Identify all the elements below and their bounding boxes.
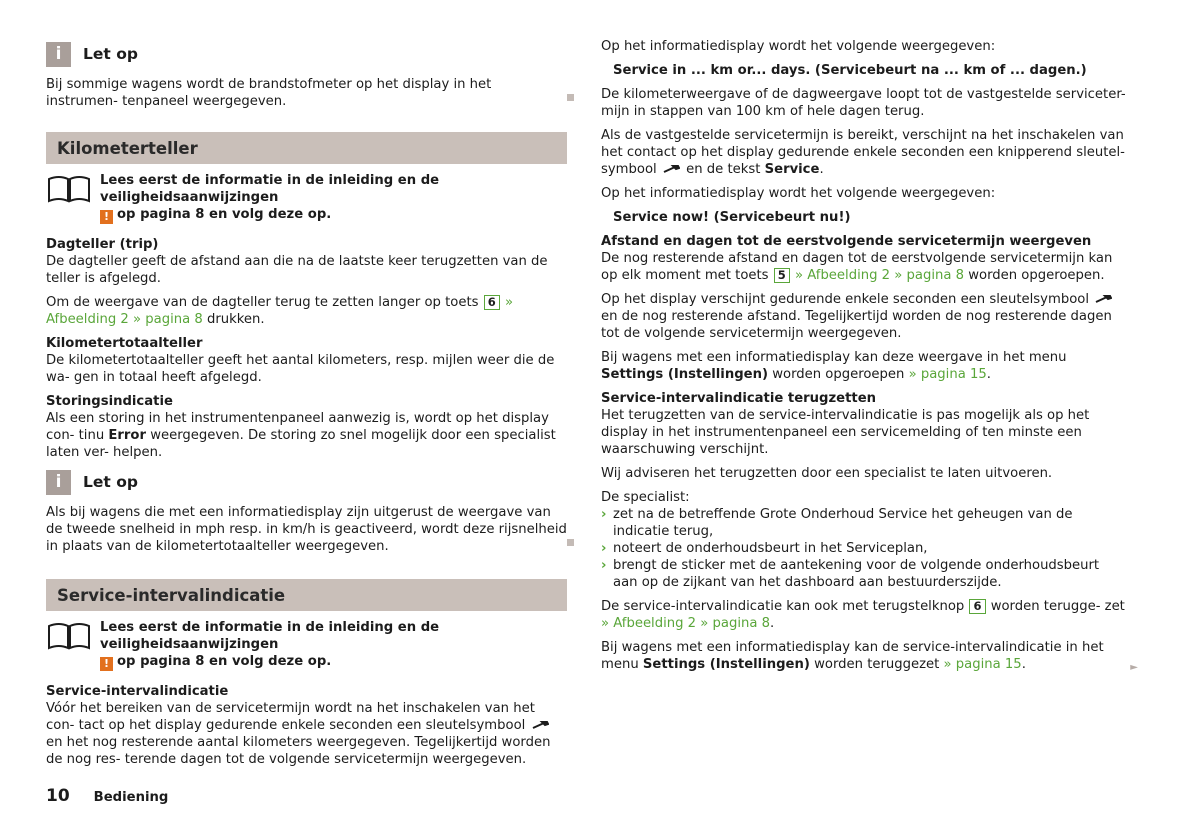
display-message-service-in: Service in ... km or... days. (Servicebeurt na ... km of ... dagen.) <box>613 63 1087 78</box>
subheading-distance: Afstand en dagen tot de eerstvolgende servicetermijn weergeven <box>601 234 1092 249</box>
subheading-trip: Dagteller (trip) <box>46 237 159 252</box>
subheading-reset: Service-intervalindicatie terugzetten <box>601 391 877 406</box>
countdown-text: De kilometerweergave of de dagweergave loopt tot de vastgestelde serviceter- mijn in stappen van 100 km of hele dagen terug. <box>601 87 1126 119</box>
wrench-icon <box>663 165 680 173</box>
safety-reference-2 <box>46 619 567 671</box>
total-text: De kilometertotaalteller geeft het aantal kilometers, resp. mijlen weer die de wa- gen in totaal heeft afgelegd. <box>46 353 555 385</box>
menu-reset-text: Bij wagens met een informatiedisplay kan de service-intervalindicatie in het menu Settings (Instellingen) worden teruggezet » pagina 15. ► <box>601 639 1126 673</box>
display-intro: Op het informatiedisplay wordt het volgende weergegeven: <box>601 39 996 54</box>
safety-text-2: op pagina 8 en volg deze op. <box>117 654 332 669</box>
specialist-list <box>601 506 1126 591</box>
safety-text-2: op pagina 8 en volg deze op. <box>117 207 332 222</box>
chapter-name: Bediening <box>93 790 169 805</box>
wrench-icon <box>532 721 549 729</box>
right-column <box>601 38 1138 680</box>
trip-reset-text: Om de weergave van de dagteller terug te zetten langer op toets 6 » Afbeelding 2 » pagina 8 drukken. <box>46 295 514 327</box>
safety-text: Lees eerst de informatie in de inleiding en de veiligheidsaanwijzingen <box>100 620 440 652</box>
subheading-service: Service-intervalindicatie <box>46 684 229 699</box>
page-number: 10 <box>46 786 70 806</box>
advice-text: Wij adviseren het terugzetten door een specialist te laten uitvoeren. <box>601 466 1053 481</box>
display-message-service-now: Service now! (Servicebeurt nu!) <box>613 210 851 225</box>
note-header <box>46 40 567 68</box>
figure-link[interactable]: » Afbeelding 2 » pagina 8 <box>601 616 771 631</box>
note-text: Bij sommige wagens wordt de brandstofmeter op het display in het instrumen- tenpaneel weergegeven. <box>46 76 567 110</box>
trip-text: De dagteller geeft de afstand aan die na de laatste keer terugzetten van de teller is afgelegd. <box>46 254 548 286</box>
note-text-2: Als bij wagens die met een informatiedisplay zijn uitgerust de weergave van de tweede snelheid in mph resp. in km/h is geactiveerd, wordt deze rijsnelheid in plaats van de kilometertotaalteller weergegeven. <box>46 504 567 555</box>
warning-icon: ! <box>100 657 113 671</box>
specialist-intro: De specialist: <box>601 490 690 505</box>
end-marker <box>567 539 574 546</box>
display-intro-2: Op het informatiedisplay wordt het volgende weergegeven: <box>601 186 996 201</box>
page-link[interactable]: » pagina 15 <box>908 367 987 382</box>
reset-text: Het terugzetten van de service-intervalindicatie is pas mogelijk als op het display in het instrumentenpaneel een servicemelding of ten minste een waarschuwing verschijnt. <box>601 408 1090 457</box>
section-title-service: Service-intervalindicatie <box>46 579 567 611</box>
page-footer <box>46 786 168 806</box>
page-link[interactable]: » pagina 15 <box>943 657 1022 672</box>
subheading-total: Kilometertotaalteller <box>46 336 203 351</box>
key-5: 5 <box>774 268 790 283</box>
figure-link[interactable]: » Afbeelding 2 » pagina 8 <box>794 268 965 283</box>
note-title: Let op <box>83 473 138 491</box>
subheading-fault: Storingsindicatie <box>46 394 173 409</box>
reset-button-text: De service-intervalindicatie kan ook met terugstelknop 6 worden terugge- zet » Afbeelding 2 » pagina 8. <box>601 599 1125 631</box>
list-item: › zet na de betreffende Grote Onderhoud Service het geheugen van de indicatie terug, <box>601 507 1073 539</box>
settings-text: Bij wagens met een informatiedisplay kan deze weergave in het menu Settings (Instellingen) worden opgeroepen » pagina 15. <box>601 350 1067 382</box>
note-header-2 <box>46 468 567 496</box>
service-text: Vóór het bereiken van de servicetermijn wordt na het inschakelen van het con- tact op het display gedurende enkele seconden een sleutelsymbool en het nog resterende aantal kilometers weergegeven. Tegelijkertijd worden de nog res- terende dagen tot de volgende servicetermijn weergegeven. <box>46 701 551 767</box>
fault-text: Als een storing in het instrumentenpaneel aanwezig is, wordt op het display con- tinu Error weergegeven. De storing zo snel mogelijk door een specialist laten ver- helpen. <box>46 411 556 460</box>
book-icon <box>46 174 92 204</box>
section-title-kilometerteller: Kilometerteller <box>46 132 567 164</box>
reached-text: Als de vastgestelde servicetermijn is bereikt, verschijnt na het inschakelen van het contact op het display gedurende enkele seconden een knipperend sleutel- symbool en de tekst Service. <box>601 128 1125 177</box>
key-6: 6 <box>969 599 985 614</box>
info-icon: i <box>46 42 71 67</box>
list-item: › noteert de onderhoudsbeurt in het Serviceplan, <box>601 541 928 556</box>
safety-reference <box>46 172 567 224</box>
distance-text: De nog resterende afstand en dagen tot de eerstvolgende servicetermijn kan op elk moment met toets 5 » Afbeelding 2 » pagina 8 worden opgeroepen. <box>601 251 1113 283</box>
safety-text: Lees eerst de informatie in de inleiding en de veiligheidsaanwijzingen <box>100 173 440 205</box>
figure-link[interactable]: » Afbeelding 2 » pagina 8 <box>46 295 514 327</box>
book-icon <box>46 621 92 651</box>
continue-arrow-icon: ► <box>1130 662 1138 673</box>
warning-icon: ! <box>100 210 113 224</box>
note-title: Let op <box>83 45 138 63</box>
wrench-text: Op het display verschijnt gedurende enkele seconden een sleutelsymbool en de nog resterende afstand. Tegelijkertijd worden de nog resterende dagen tot de volgende servicetermijn weergegeven. <box>601 292 1112 341</box>
end-marker <box>567 94 574 101</box>
list-item: › brengt de sticker met de aantekening voor de volgende onderhoudsbeurt aan op de zijkant van het dashboard aan bestuurderszijde. <box>601 558 1100 590</box>
key-6: 6 <box>484 295 500 310</box>
wrench-icon <box>1095 295 1112 303</box>
left-column <box>46 38 567 775</box>
info-icon: i <box>46 470 71 495</box>
